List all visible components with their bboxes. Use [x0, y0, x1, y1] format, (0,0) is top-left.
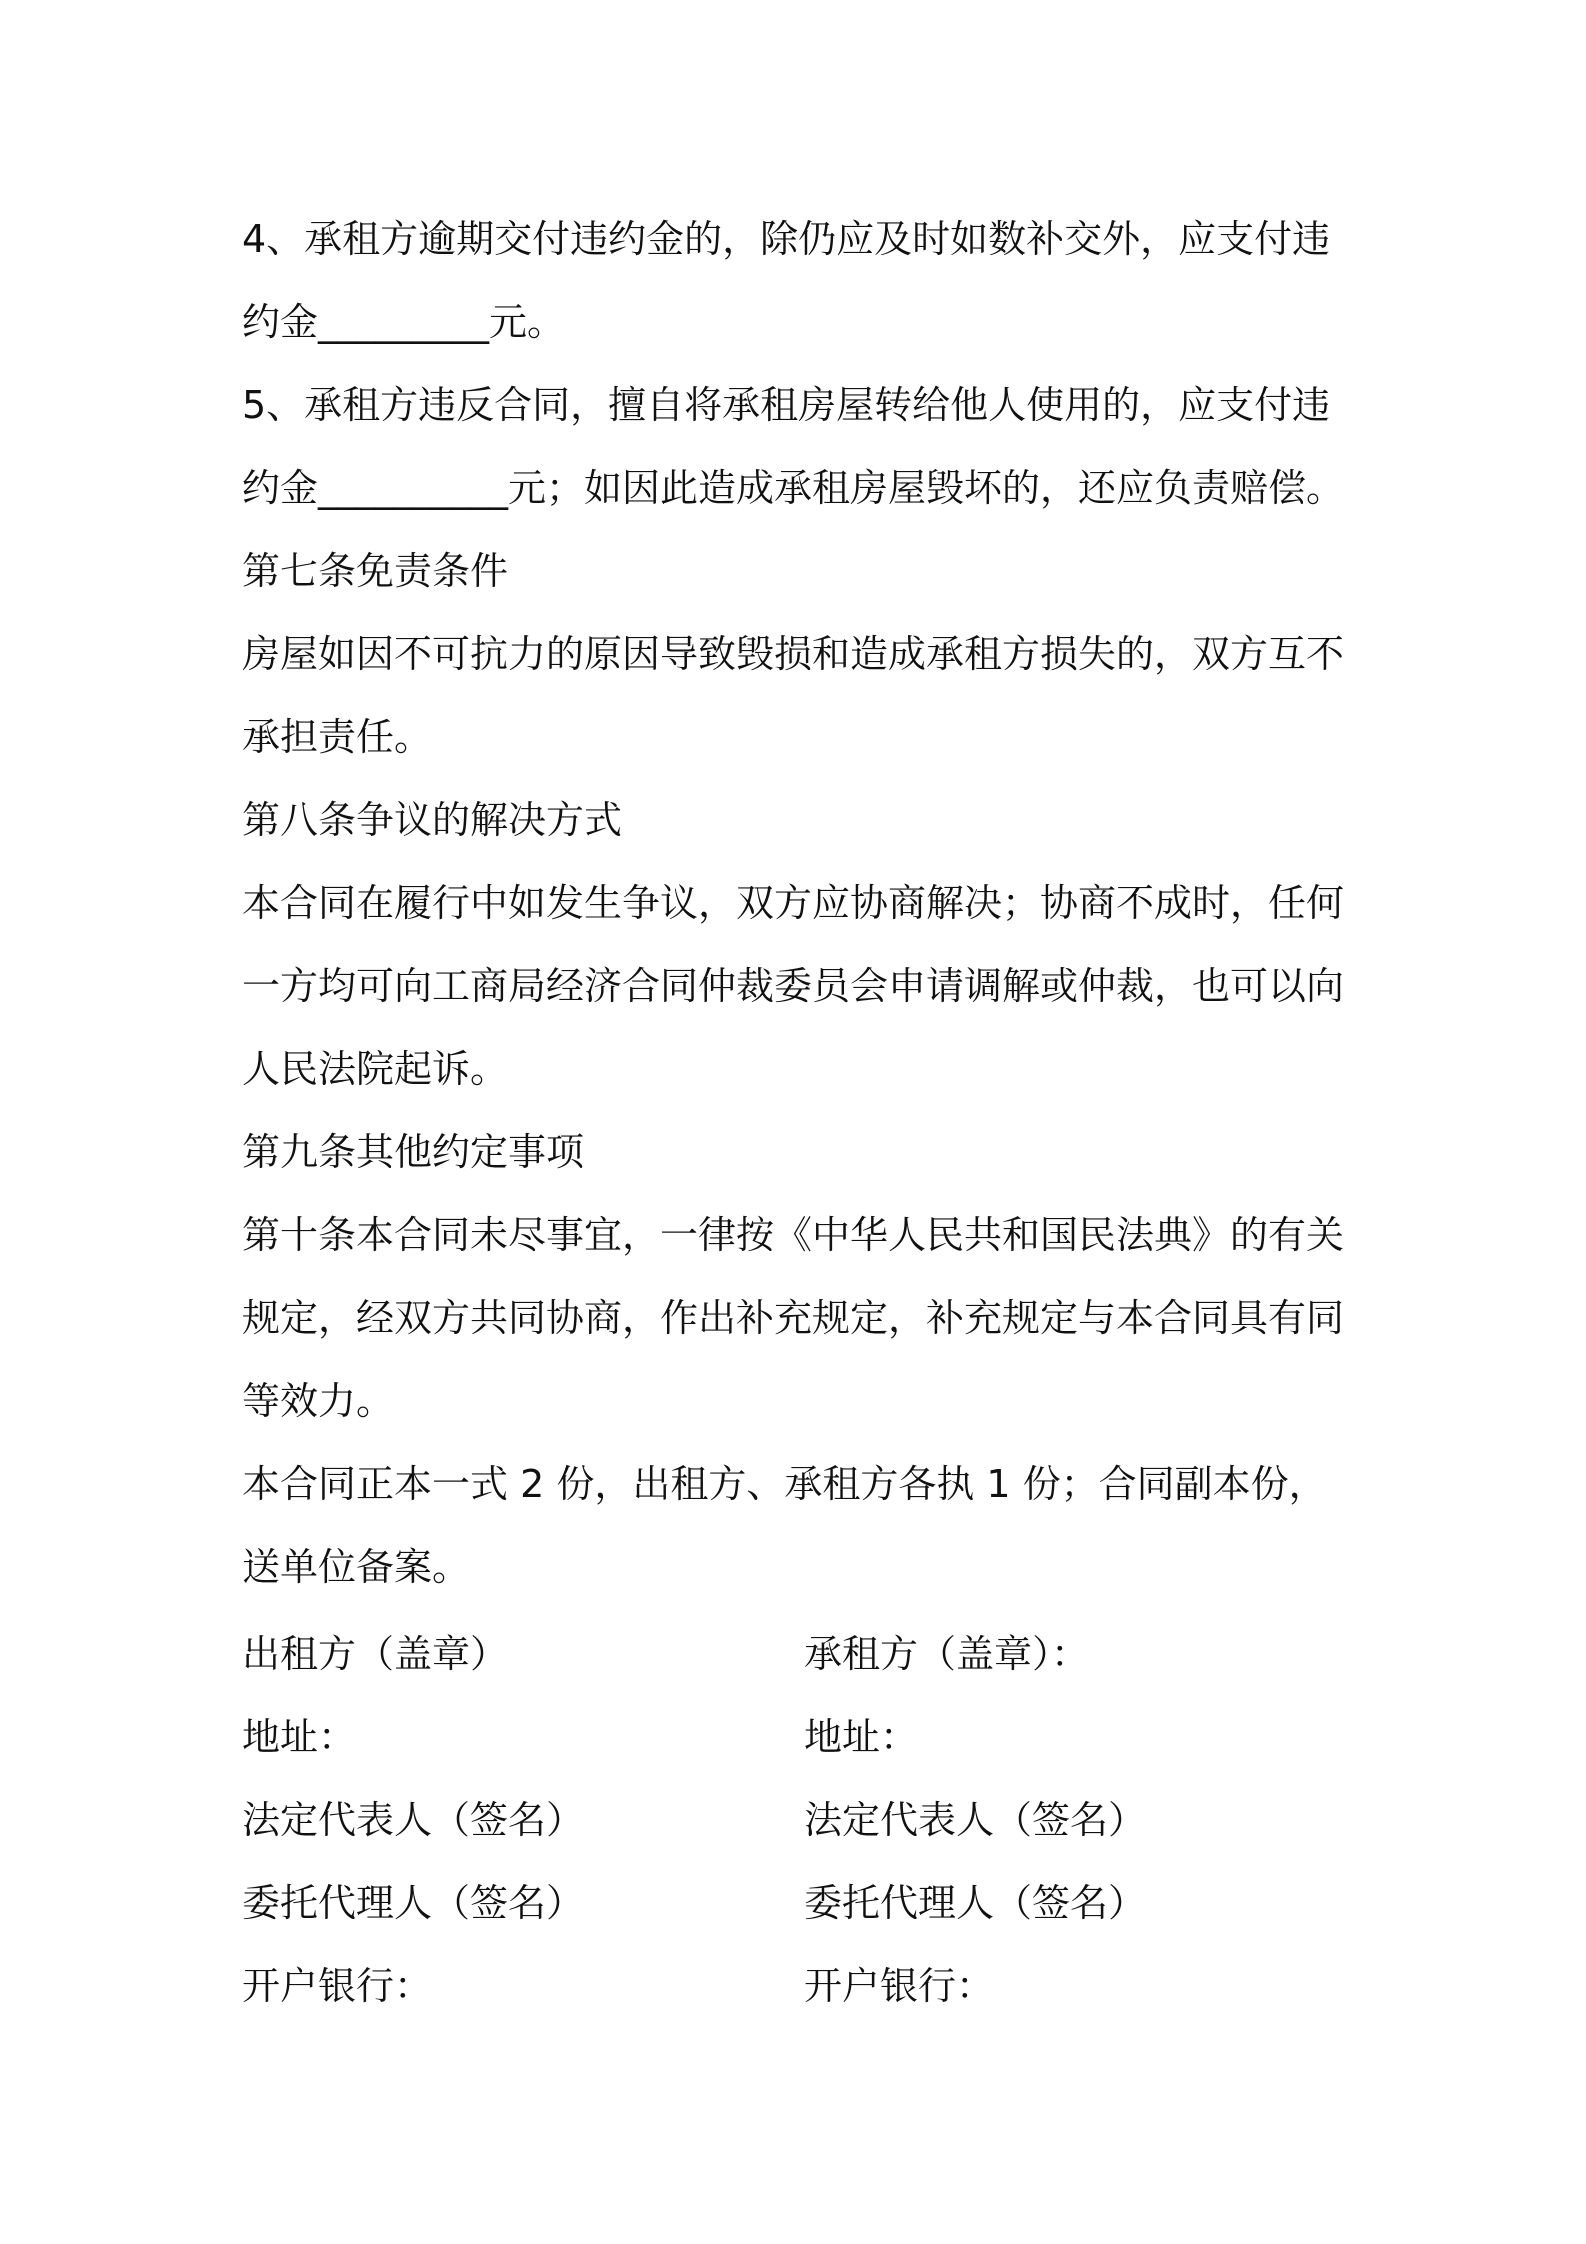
lessee-agent-label: 委托代理人（签名） [804, 1881, 1147, 1925]
clause-4-overdue-penalty: 4、承租方逾期交付违约金的，除仍应及时如数补交外，应支付违约金_________元。 [242, 217, 1331, 344]
article-9-heading: 第九条其他约定事项 [242, 1130, 585, 1174]
lessee-legal-rep-label: 法定代表人（签名） [804, 1798, 1147, 1842]
signature-row-address [242, 1696, 1362, 1779]
lessor-address-label: 地址： [242, 1715, 357, 1759]
clause-5-sublet-penalty: 5、承租方违反合同，擅自将承租房屋转给他人使用的，应支付违约金__________元；如因此造成承租房屋毁坏的，还应负责赔偿。 [242, 383, 1345, 510]
lessor-bank-label: 开户银行： [242, 1964, 433, 2008]
signature-row-agent [242, 1862, 1362, 1945]
lessee-seal-label: 承租方（盖章）： [804, 1632, 1090, 1676]
signature-row-legal-rep [242, 1779, 1362, 1862]
lessor-seal-label: 出租方（盖章） [242, 1632, 509, 1676]
signature-row-seal [242, 1613, 1362, 1696]
article-10-text: 第十条本合同未尽事宜，一律按《中华人民共和国民法典》的有关规定，经双方共同协商，作出补充规定，补充规定与本合同具有同等效力。 [242, 1213, 1345, 1423]
copies-clause: 本合同正本一式 2 份，出租方、承租方各执 1 份；合同副本份，送单位备案。 [242, 1462, 1327, 1589]
lessor-agent-label: 委托代理人（签名） [242, 1881, 585, 1925]
article-8-heading: 第八条争议的解决方式 [242, 798, 623, 842]
article-7-heading: 第七条免责条件 [242, 549, 509, 593]
signature-row-bank [242, 1945, 1362, 2028]
signature-block [242, 1613, 1362, 2028]
article-7-text: 房屋如因不可抗力的原因导致毁损和造成承租方损失的，双方互不承担责任。 [242, 632, 1345, 759]
article-8-text: 本合同在履行中如发生争议，双方应协商解决；协商不成时，任何一方均可向工商局经济合同仲裁委员会申请调解或仲裁，也可以向人民法院起诉。 [242, 881, 1345, 1091]
lessor-legal-rep-label: 法定代表人（签名） [242, 1798, 585, 1842]
lessee-address-label: 地址： [804, 1715, 919, 1759]
lessee-bank-label: 开户银行： [804, 1964, 995, 2008]
contract-body [242, 198, 1362, 1609]
